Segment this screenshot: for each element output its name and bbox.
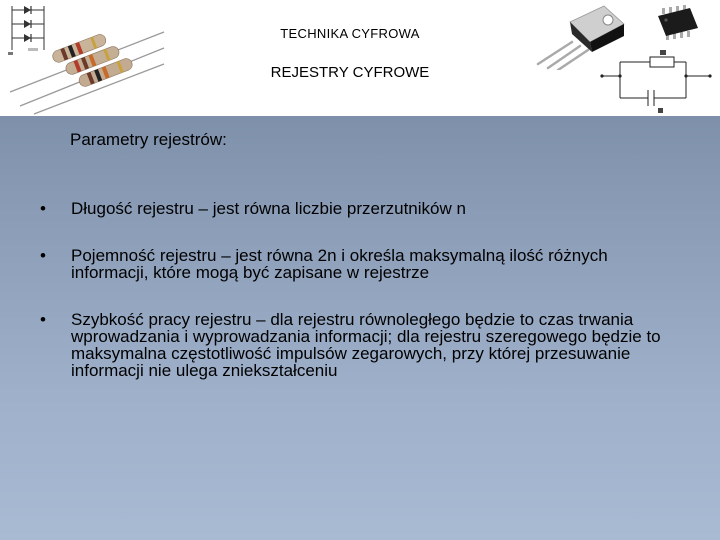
- bullet-item-speed: [40, 311, 680, 379]
- section-title: REJESTRY CYFROWE: [270, 64, 430, 81]
- bullet-text: Pojemność rejestru – jest równa 2n i określa maksymalną ilość różnych informacji, które mogą być zapisane w rejestrze: [71, 246, 608, 282]
- bullet-marker: •: [40, 246, 46, 265]
- rc-circuit-diagram: [598, 50, 714, 116]
- bullet-marker: •: [40, 310, 46, 329]
- course-title: TECHNIKA CYFROWA: [280, 26, 420, 41]
- bullet-item-length: [40, 200, 680, 217]
- header-band: [0, 0, 720, 116]
- bullet-text: Długość rejestru – jest równa liczbie przerzutników n: [71, 199, 466, 218]
- resistors-photo: [8, 8, 168, 116]
- bullet-text: Szybkość pracy rejestru – dla rejestru równoległego będzie to czas trwania wprowadzania i wyprowadzania informacji; dla rejestru szeregowego będzie to maksymalna częstotliwość impulsów zegarowych, przy której przesuwanie informacji nie ulega zniekształceniu: [71, 310, 661, 380]
- content-heading: Parametry rejestrów:: [70, 130, 227, 149]
- bullet-item-capacity: [40, 247, 680, 281]
- bullet-marker: •: [40, 199, 46, 218]
- bullet-list: [40, 200, 680, 379]
